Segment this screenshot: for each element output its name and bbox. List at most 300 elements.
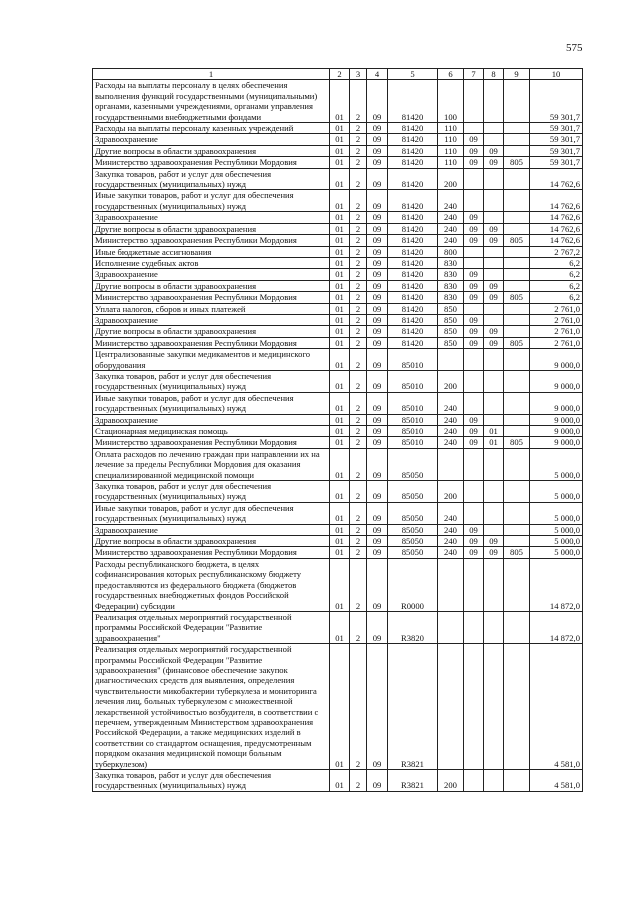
code-section bbox=[464, 502, 484, 524]
row-amount: 59 301,7 bbox=[530, 145, 583, 156]
code-section bbox=[464, 644, 484, 770]
code-section bbox=[464, 168, 484, 190]
row-amount: 5 000,0 bbox=[530, 448, 583, 480]
code-subsection bbox=[484, 269, 504, 280]
code-gp: 01 bbox=[330, 448, 350, 480]
table-row bbox=[93, 145, 583, 156]
table-row bbox=[93, 426, 583, 437]
table-row bbox=[93, 502, 583, 524]
code-om: 09 bbox=[367, 157, 388, 168]
code-om: 09 bbox=[367, 168, 388, 190]
code-section bbox=[464, 770, 484, 792]
code-om: 09 bbox=[367, 547, 388, 558]
code-subsection: 01 bbox=[484, 437, 504, 448]
code-gp: 01 bbox=[330, 314, 350, 325]
code-gp: 01 bbox=[330, 370, 350, 392]
table-row bbox=[93, 437, 583, 448]
row-amount: 5 000,0 bbox=[530, 547, 583, 558]
code-ministry: 805 bbox=[504, 437, 530, 448]
row-name: Закупка товаров, работ и услуг для обеспечения государственных (муниципальных) нужд bbox=[93, 370, 330, 392]
code-expense-type bbox=[438, 644, 464, 770]
table-row bbox=[93, 547, 583, 558]
code-section: 09 bbox=[464, 337, 484, 348]
code-section bbox=[464, 448, 484, 480]
code-expense-type: 830 bbox=[438, 269, 464, 280]
code-ministry bbox=[504, 370, 530, 392]
code-pp: 2 bbox=[350, 524, 367, 535]
code-subsection: 01 bbox=[484, 426, 504, 437]
code-om: 09 bbox=[367, 292, 388, 303]
code-pp: 2 bbox=[350, 370, 367, 392]
code-pp: 2 bbox=[350, 414, 367, 425]
row-name: Здравоохранение bbox=[93, 314, 330, 325]
code-subsection bbox=[484, 190, 504, 212]
code-gp: 01 bbox=[330, 303, 350, 314]
column-header: 9 bbox=[504, 69, 530, 80]
code-subsection bbox=[484, 257, 504, 268]
row-amount: 14 762,6 bbox=[530, 223, 583, 234]
row-name: Министерство здравоохранения Республики Мордовия bbox=[93, 157, 330, 168]
code-expense-type: 830 bbox=[438, 257, 464, 268]
code-ministry bbox=[504, 280, 530, 291]
code-section bbox=[464, 392, 484, 414]
table-row bbox=[93, 337, 583, 348]
code-expense-type: 100 bbox=[438, 80, 464, 123]
code-om: 09 bbox=[367, 536, 388, 547]
row-name: Исполнение судебных актов bbox=[93, 257, 330, 268]
row-amount: 14 762,6 bbox=[530, 235, 583, 246]
code-ministry bbox=[504, 123, 530, 134]
row-amount: 9 000,0 bbox=[530, 349, 583, 371]
row-name: Закупка товаров, работ и услуг для обеспечения государственных (муниципальных) нужд bbox=[93, 481, 330, 503]
code-gp: 01 bbox=[330, 134, 350, 145]
row-amount: 14 762,6 bbox=[530, 190, 583, 212]
code-section bbox=[464, 349, 484, 371]
code-ministry bbox=[504, 611, 530, 643]
code-expense-type: 240 bbox=[438, 536, 464, 547]
code-subsection bbox=[484, 168, 504, 190]
code-direction: 81420 bbox=[388, 190, 438, 212]
code-section: 09 bbox=[464, 547, 484, 558]
row-amount: 9 000,0 bbox=[530, 437, 583, 448]
code-ministry bbox=[504, 448, 530, 480]
code-pp: 2 bbox=[350, 223, 367, 234]
code-subsection: 09 bbox=[484, 536, 504, 547]
table-header-row bbox=[93, 69, 583, 80]
code-gp: 01 bbox=[330, 257, 350, 268]
code-gp: 01 bbox=[330, 644, 350, 770]
code-section: 09 bbox=[464, 292, 484, 303]
code-expense-type: 850 bbox=[438, 337, 464, 348]
code-direction: 85050 bbox=[388, 502, 438, 524]
row-name: Министерство здравоохранения Республики Мордовия bbox=[93, 437, 330, 448]
code-subsection: 09 bbox=[484, 547, 504, 558]
table-row bbox=[93, 292, 583, 303]
row-name: Здравоохранение bbox=[93, 414, 330, 425]
code-subsection bbox=[484, 80, 504, 123]
code-om: 09 bbox=[367, 558, 388, 611]
code-ministry bbox=[504, 326, 530, 337]
code-direction: 81420 bbox=[388, 223, 438, 234]
code-ministry bbox=[504, 644, 530, 770]
code-pp: 2 bbox=[350, 80, 367, 123]
table-row bbox=[93, 134, 583, 145]
row-name: Министерство здравоохранения Республики Мордовия bbox=[93, 547, 330, 558]
code-section: 09 bbox=[464, 314, 484, 325]
code-direction: 81420 bbox=[388, 257, 438, 268]
code-ministry bbox=[504, 524, 530, 535]
code-subsection: 09 bbox=[484, 280, 504, 291]
code-gp: 01 bbox=[330, 437, 350, 448]
row-name: Здравоохранение bbox=[93, 212, 330, 223]
column-header: 4 bbox=[367, 69, 388, 80]
code-section: 09 bbox=[464, 145, 484, 156]
code-gp: 01 bbox=[330, 168, 350, 190]
code-expense-type: 800 bbox=[438, 246, 464, 257]
row-name: Другие вопросы в области здравоохранения bbox=[93, 145, 330, 156]
code-section: 09 bbox=[464, 326, 484, 337]
code-pp: 2 bbox=[350, 235, 367, 246]
code-section bbox=[464, 611, 484, 643]
code-om: 09 bbox=[367, 223, 388, 234]
code-om: 09 bbox=[367, 145, 388, 156]
code-subsection: 09 bbox=[484, 326, 504, 337]
code-ministry: 805 bbox=[504, 337, 530, 348]
table-row bbox=[93, 314, 583, 325]
code-expense-type bbox=[438, 349, 464, 371]
code-gp: 01 bbox=[330, 292, 350, 303]
code-subsection: 09 bbox=[484, 223, 504, 234]
code-pp: 2 bbox=[350, 770, 367, 792]
code-om: 09 bbox=[367, 134, 388, 145]
code-direction: 85050 bbox=[388, 481, 438, 503]
code-om: 09 bbox=[367, 280, 388, 291]
code-gp: 01 bbox=[330, 770, 350, 792]
code-pp: 2 bbox=[350, 326, 367, 337]
code-direction: 81420 bbox=[388, 145, 438, 156]
table-row bbox=[93, 246, 583, 257]
row-amount: 14 872,0 bbox=[530, 611, 583, 643]
row-amount: 4 581,0 bbox=[530, 644, 583, 770]
code-expense-type: 110 bbox=[438, 123, 464, 134]
table-row bbox=[93, 326, 583, 337]
code-direction: 81420 bbox=[388, 292, 438, 303]
code-direction: 85010 bbox=[388, 437, 438, 448]
code-gp: 01 bbox=[330, 524, 350, 535]
table-row bbox=[93, 80, 583, 123]
row-amount: 59 301,7 bbox=[530, 80, 583, 123]
code-expense-type: 110 bbox=[438, 134, 464, 145]
code-gp: 01 bbox=[330, 326, 350, 337]
code-om: 09 bbox=[367, 303, 388, 314]
code-section: 09 bbox=[464, 157, 484, 168]
row-amount: 2 761,0 bbox=[530, 326, 583, 337]
code-subsection: 09 bbox=[484, 235, 504, 246]
row-name: Другие вопросы в области здравоохранения bbox=[93, 223, 330, 234]
code-pp: 2 bbox=[350, 145, 367, 156]
code-ministry bbox=[504, 269, 530, 280]
code-expense-type: 240 bbox=[438, 212, 464, 223]
row-name: Иные закупки товаров, работ и услуг для обеспечения государственных (муниципальных) нужд bbox=[93, 190, 330, 212]
row-amount: 2 761,0 bbox=[530, 303, 583, 314]
code-direction: 85010 bbox=[388, 426, 438, 437]
code-gp: 01 bbox=[330, 269, 350, 280]
table-row bbox=[93, 280, 583, 291]
page-number: 575 bbox=[566, 42, 583, 54]
row-name: Иные закупки товаров, работ и услуг для обеспечения государственных (муниципальных) нужд bbox=[93, 502, 330, 524]
code-expense-type: 850 bbox=[438, 314, 464, 325]
code-ministry bbox=[504, 80, 530, 123]
code-direction: 81420 bbox=[388, 134, 438, 145]
row-amount: 59 301,7 bbox=[530, 157, 583, 168]
row-name: Реализация отдельных мероприятий государственной программы Российской Федерации "Развитие здравоохранения" (финансовое обеспечение закупок диагностических средств для выявления, определения чувствительности микобактерии туберкулеза и мониторинга лечения лиц, больных туберкулезом с множественной лекарственной устойчивостью возбудителя, в соответствии с перечнем, утвержденным Министерством здравоохранения Российской Федерации, а также медицинских изделий в соответствии со стандартом оснащения, предусмотренным порядком оказания медицинской помощи больным туберкулезом) bbox=[93, 644, 330, 770]
row-amount: 9 000,0 bbox=[530, 414, 583, 425]
code-ministry bbox=[504, 558, 530, 611]
code-om: 09 bbox=[367, 326, 388, 337]
code-section: 09 bbox=[464, 212, 484, 223]
code-gp: 01 bbox=[330, 212, 350, 223]
code-subsection bbox=[484, 370, 504, 392]
code-subsection bbox=[484, 502, 504, 524]
column-header: 6 bbox=[438, 69, 464, 80]
code-ministry: 805 bbox=[504, 547, 530, 558]
code-expense-type bbox=[438, 448, 464, 480]
table-row bbox=[93, 611, 583, 643]
code-ministry bbox=[504, 223, 530, 234]
code-direction: R0000 bbox=[388, 558, 438, 611]
row-amount: 9 000,0 bbox=[530, 370, 583, 392]
code-section: 09 bbox=[464, 426, 484, 437]
code-section bbox=[464, 558, 484, 611]
code-om: 09 bbox=[367, 123, 388, 134]
code-expense-type bbox=[438, 558, 464, 611]
code-section bbox=[464, 123, 484, 134]
code-direction: 81420 bbox=[388, 337, 438, 348]
column-header: 3 bbox=[350, 69, 367, 80]
code-om: 09 bbox=[367, 337, 388, 348]
code-direction: 81420 bbox=[388, 80, 438, 123]
code-expense-type: 830 bbox=[438, 292, 464, 303]
code-expense-type bbox=[438, 611, 464, 643]
code-subsection bbox=[484, 644, 504, 770]
row-amount: 4 581,0 bbox=[530, 770, 583, 792]
code-subsection bbox=[484, 303, 504, 314]
table-row bbox=[93, 223, 583, 234]
code-expense-type: 240 bbox=[438, 235, 464, 246]
code-direction: 85010 bbox=[388, 392, 438, 414]
code-gp: 01 bbox=[330, 502, 350, 524]
code-direction: R3821 bbox=[388, 770, 438, 792]
code-direction: 85050 bbox=[388, 448, 438, 480]
code-section bbox=[464, 257, 484, 268]
code-ministry bbox=[504, 168, 530, 190]
code-subsection bbox=[484, 349, 504, 371]
code-direction: 85010 bbox=[388, 370, 438, 392]
code-ministry bbox=[504, 536, 530, 547]
code-om: 09 bbox=[367, 502, 388, 524]
code-ministry bbox=[504, 190, 530, 212]
code-om: 09 bbox=[367, 481, 388, 503]
code-direction: 85050 bbox=[388, 536, 438, 547]
code-direction: 81420 bbox=[388, 212, 438, 223]
code-om: 09 bbox=[367, 414, 388, 425]
code-expense-type: 240 bbox=[438, 524, 464, 535]
row-name: Министерство здравоохранения Республики Мордовия bbox=[93, 292, 330, 303]
code-section: 09 bbox=[464, 437, 484, 448]
code-gp: 01 bbox=[330, 123, 350, 134]
code-pp: 2 bbox=[350, 502, 367, 524]
code-pp: 2 bbox=[350, 558, 367, 611]
code-ministry bbox=[504, 145, 530, 156]
code-expense-type: 200 bbox=[438, 481, 464, 503]
column-header: 2 bbox=[330, 69, 350, 80]
code-subsection bbox=[484, 246, 504, 257]
row-name: Министерство здравоохранения Республики Мордовия bbox=[93, 337, 330, 348]
code-expense-type: 240 bbox=[438, 223, 464, 234]
code-section: 09 bbox=[464, 536, 484, 547]
row-name: Министерство здравоохранения Республики Мордовия bbox=[93, 235, 330, 246]
code-expense-type: 240 bbox=[438, 392, 464, 414]
code-direction: 81420 bbox=[388, 303, 438, 314]
table-row bbox=[93, 644, 583, 770]
code-gp: 01 bbox=[330, 611, 350, 643]
row-amount: 5 000,0 bbox=[530, 502, 583, 524]
code-ministry bbox=[504, 246, 530, 257]
row-amount: 59 301,7 bbox=[530, 134, 583, 145]
code-om: 09 bbox=[367, 257, 388, 268]
code-pp: 2 bbox=[350, 168, 367, 190]
code-direction: 81420 bbox=[388, 269, 438, 280]
code-pp: 2 bbox=[350, 292, 367, 303]
code-pp: 2 bbox=[350, 280, 367, 291]
code-ministry bbox=[504, 257, 530, 268]
table-row bbox=[93, 558, 583, 611]
code-subsection bbox=[484, 448, 504, 480]
table-row bbox=[93, 448, 583, 480]
code-gp: 01 bbox=[330, 157, 350, 168]
code-expense-type: 200 bbox=[438, 770, 464, 792]
code-pp: 2 bbox=[350, 547, 367, 558]
code-expense-type: 110 bbox=[438, 157, 464, 168]
code-pp: 2 bbox=[350, 337, 367, 348]
code-pp: 2 bbox=[350, 157, 367, 168]
row-name: Оплата расходов по лечению граждан при направлении их на лечение за пределы Республики Мордовия для оказания специализированной медицинской помощи bbox=[93, 448, 330, 480]
code-subsection bbox=[484, 134, 504, 145]
code-ministry bbox=[504, 303, 530, 314]
code-ministry: 805 bbox=[504, 292, 530, 303]
code-expense-type: 240 bbox=[438, 190, 464, 212]
code-gp: 01 bbox=[330, 235, 350, 246]
code-om: 09 bbox=[367, 611, 388, 643]
code-ministry: 805 bbox=[504, 235, 530, 246]
code-gp: 01 bbox=[330, 337, 350, 348]
code-direction: 85050 bbox=[388, 524, 438, 535]
row-amount: 14 762,6 bbox=[530, 212, 583, 223]
code-direction: 85010 bbox=[388, 414, 438, 425]
code-ministry bbox=[504, 349, 530, 371]
code-expense-type: 830 bbox=[438, 280, 464, 291]
row-name: Закупка товаров, работ и услуг для обеспечения государственных (муниципальных) нужд bbox=[93, 770, 330, 792]
code-ministry: 805 bbox=[504, 157, 530, 168]
code-pp: 2 bbox=[350, 481, 367, 503]
code-ministry bbox=[504, 426, 530, 437]
budget-table bbox=[92, 68, 583, 792]
code-pp: 2 bbox=[350, 303, 367, 314]
code-subsection: 09 bbox=[484, 145, 504, 156]
code-om: 09 bbox=[367, 524, 388, 535]
code-om: 09 bbox=[367, 644, 388, 770]
code-direction: R3821 bbox=[388, 644, 438, 770]
table-row bbox=[93, 536, 583, 547]
code-pp: 2 bbox=[350, 190, 367, 212]
code-section bbox=[464, 303, 484, 314]
code-direction: 85050 bbox=[388, 547, 438, 558]
code-section bbox=[464, 190, 484, 212]
code-subsection bbox=[484, 558, 504, 611]
code-ministry bbox=[504, 212, 530, 223]
code-direction: 81420 bbox=[388, 326, 438, 337]
code-pp: 2 bbox=[350, 392, 367, 414]
code-expense-type: 850 bbox=[438, 326, 464, 337]
table-row bbox=[93, 524, 583, 535]
code-gp: 01 bbox=[330, 414, 350, 425]
row-amount: 6,2 bbox=[530, 257, 583, 268]
code-expense-type: 850 bbox=[438, 303, 464, 314]
code-ministry bbox=[504, 502, 530, 524]
code-direction: 85010 bbox=[388, 349, 438, 371]
row-amount: 5 000,0 bbox=[530, 536, 583, 547]
row-name: Расходы на выплаты персоналу казенных учреждений bbox=[93, 123, 330, 134]
code-gp: 01 bbox=[330, 190, 350, 212]
row-name: Другие вопросы в области здравоохранения bbox=[93, 280, 330, 291]
code-direction: 81420 bbox=[388, 168, 438, 190]
code-om: 09 bbox=[367, 437, 388, 448]
code-section: 09 bbox=[464, 235, 484, 246]
code-subsection bbox=[484, 770, 504, 792]
table-row bbox=[93, 123, 583, 134]
code-pp: 2 bbox=[350, 437, 367, 448]
code-section bbox=[464, 481, 484, 503]
code-gp: 01 bbox=[330, 145, 350, 156]
code-om: 09 bbox=[367, 235, 388, 246]
row-amount: 9 000,0 bbox=[530, 426, 583, 437]
code-direction: 81420 bbox=[388, 280, 438, 291]
column-header: 8 bbox=[484, 69, 504, 80]
row-name: Расходы республиканского бюджета, в целях софинансирования которых республиканскому бюджету предоставляются из федерального бюджета (бюджетов государственных внебюджетных фондов Российской Федерации) субсидии bbox=[93, 558, 330, 611]
table-row bbox=[93, 303, 583, 314]
code-section bbox=[464, 80, 484, 123]
code-gp: 01 bbox=[330, 280, 350, 291]
column-header: 1 bbox=[93, 69, 330, 80]
column-header: 10 bbox=[530, 69, 583, 80]
code-gp: 01 bbox=[330, 558, 350, 611]
table-row bbox=[93, 157, 583, 168]
code-subsection: 09 bbox=[484, 337, 504, 348]
code-direction: R3820 bbox=[388, 611, 438, 643]
code-ministry bbox=[504, 134, 530, 145]
code-expense-type: 240 bbox=[438, 426, 464, 437]
code-pp: 2 bbox=[350, 123, 367, 134]
table-row bbox=[93, 481, 583, 503]
row-name: Здравоохранение bbox=[93, 269, 330, 280]
code-pp: 2 bbox=[350, 257, 367, 268]
row-name: Другие вопросы в области здравоохранения bbox=[93, 326, 330, 337]
code-gp: 01 bbox=[330, 536, 350, 547]
code-om: 09 bbox=[367, 349, 388, 371]
code-pp: 2 bbox=[350, 349, 367, 371]
code-section: 09 bbox=[464, 524, 484, 535]
row-amount: 59 301,7 bbox=[530, 123, 583, 134]
